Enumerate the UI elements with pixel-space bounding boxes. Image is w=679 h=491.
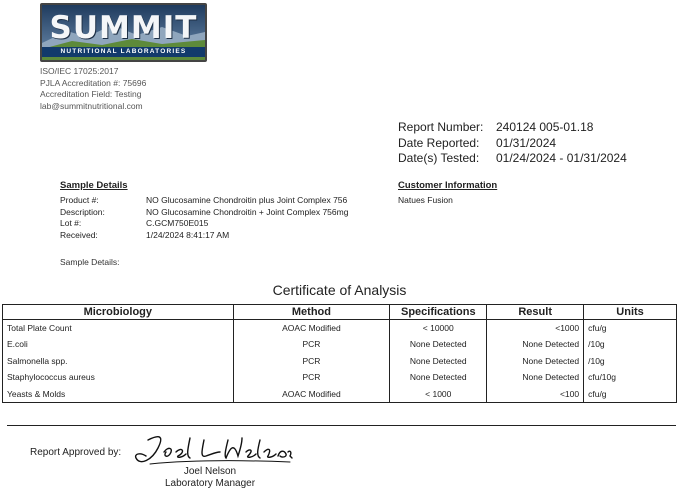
date-reported-row bbox=[398, 136, 627, 152]
test-units: /10g bbox=[584, 353, 677, 370]
test-units: cfu/g bbox=[584, 320, 677, 337]
test-result: None Detected bbox=[487, 353, 584, 370]
date-reported-value: 01/31/2024 bbox=[496, 135, 557, 150]
sample-field-label: Received: bbox=[60, 229, 98, 240]
test-units: cfu/10g bbox=[584, 369, 677, 386]
test-specification: None Detected bbox=[390, 353, 487, 370]
test-units: cfu/g bbox=[584, 386, 677, 403]
accreditation-block bbox=[40, 66, 146, 112]
column-header: Microbiology bbox=[3, 305, 234, 320]
table-row bbox=[3, 336, 677, 353]
sample-field-value: 1/24/2024 8:41:17 AM bbox=[146, 229, 230, 240]
test-specification: < 1000 bbox=[390, 386, 487, 403]
test-result: None Detected bbox=[487, 336, 584, 353]
summit-logo bbox=[40, 3, 207, 62]
table-row bbox=[3, 320, 677, 337]
accreditation-field: Accreditation Field: Testing bbox=[40, 89, 142, 99]
test-method: PCR bbox=[233, 369, 390, 386]
date-reported-label: Date Reported: bbox=[398, 135, 480, 150]
test-method: PCR bbox=[233, 336, 390, 353]
signature-image bbox=[130, 430, 295, 470]
iso-standard: ISO/IEC 17025:2017 bbox=[40, 66, 119, 76]
report-number-row bbox=[398, 120, 627, 136]
test-specification: < 10000 bbox=[390, 320, 487, 337]
signer-title: Laboratory Manager bbox=[164, 477, 256, 489]
column-header: Result bbox=[487, 305, 584, 320]
test-name: E.coli bbox=[3, 336, 234, 353]
test-method: AOAC Modified bbox=[233, 386, 390, 403]
sample-field-label: Description: bbox=[60, 206, 105, 217]
test-specification: None Detected bbox=[390, 336, 487, 353]
lab-email[interactable]: lab@summitnutritional.com bbox=[40, 100, 143, 111]
sample-details-heading: Sample Details bbox=[60, 180, 128, 191]
logo-wordmark: SUMMIT bbox=[49, 10, 198, 46]
test-units: /10g bbox=[584, 336, 677, 353]
test-result: None Detected bbox=[487, 369, 584, 386]
dates-tested-value: 01/24/2024 - 01/31/2024 bbox=[496, 151, 627, 165]
sample-field-label: Lot #: bbox=[60, 218, 82, 228]
sample-field-row bbox=[60, 230, 348, 242]
customer-info-heading: Customer Information bbox=[398, 180, 498, 191]
sample-field-value: NO Glucosamine Chondroitin + Joint Complex 756mg bbox=[146, 206, 349, 217]
sample-details-label: Sample Details: bbox=[60, 257, 120, 267]
report-meta bbox=[398, 120, 627, 167]
customer-name: Natues Fusion bbox=[398, 195, 453, 205]
table-header-row bbox=[3, 305, 677, 320]
coa-title: Certificate of Analysis bbox=[272, 282, 407, 298]
sample-field-label: Product #: bbox=[60, 195, 99, 205]
test-method: AOAC Modified bbox=[233, 320, 390, 337]
report-number-value: 240124 005-01.18 bbox=[496, 120, 594, 134]
divider bbox=[7, 425, 676, 426]
dates-tested-row bbox=[398, 151, 627, 167]
test-method: PCR bbox=[233, 353, 390, 370]
test-result: <1000 bbox=[487, 320, 584, 337]
logo-tagline: NUTRITIONAL LABORATORIES bbox=[42, 47, 205, 57]
test-result: <100 bbox=[487, 386, 584, 403]
signer-name: Joel Nelson bbox=[183, 466, 237, 477]
dates-tested-label: Date(s) Tested: bbox=[398, 151, 480, 165]
test-name: Yeasts & Molds bbox=[3, 386, 234, 403]
test-specification: None Detected bbox=[390, 369, 487, 386]
sample-field-value: C.GCM750E015 bbox=[146, 218, 209, 228]
report-number-label: Report Number: bbox=[398, 120, 484, 134]
coa-table bbox=[2, 304, 677, 403]
pjla-number: PJLA Accreditation #: 75696 bbox=[40, 77, 147, 88]
test-name: Staphylococcus aureus bbox=[3, 369, 234, 386]
sample-field-value: NO Glucosamine Chondroitin plus Joint Complex 756 bbox=[146, 195, 348, 205]
sample-field-row bbox=[60, 207, 348, 219]
table-row bbox=[3, 353, 677, 370]
column-header: Method bbox=[233, 305, 390, 320]
sample-field-row bbox=[60, 218, 348, 230]
column-header: Specifications bbox=[390, 305, 487, 320]
sample-details-block bbox=[60, 195, 348, 241]
table-row bbox=[3, 386, 677, 403]
table-row bbox=[3, 369, 677, 386]
sample-field-row bbox=[60, 195, 348, 207]
test-name: Salmonella spp. bbox=[3, 353, 234, 370]
report-approved-label: Report Approved by: bbox=[30, 447, 122, 458]
test-name: Total Plate Count bbox=[3, 320, 234, 337]
signer-block bbox=[155, 466, 265, 489]
column-header: Units bbox=[584, 305, 677, 320]
